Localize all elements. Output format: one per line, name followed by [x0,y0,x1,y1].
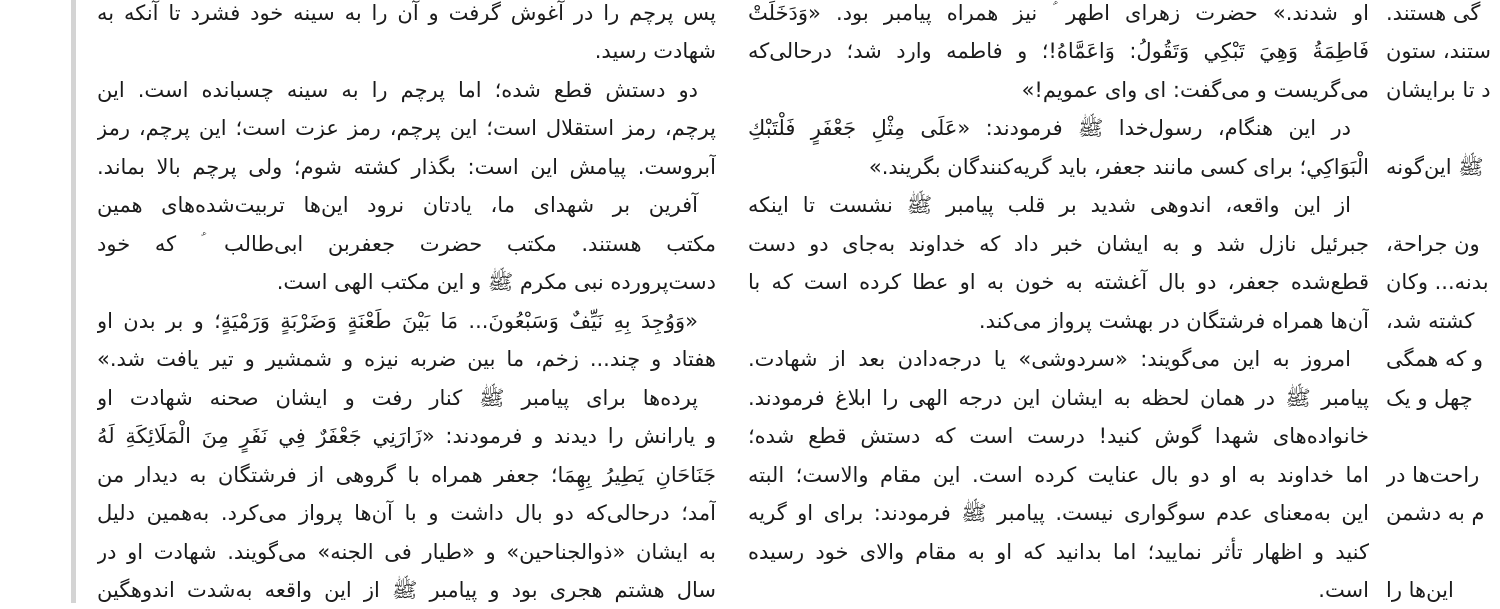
text-line: پس پرچم را در آغوش گرفت و آن را به سینه خود فشرد تا آنکه به [97,1,716,25]
text-line: پیامبر ﷺ در همان لحظه به ایشان این درجه الهی را ابلاغ فرمودند. [748,386,1369,410]
page-gutter-divider [71,0,76,603]
text-line: در این هنگام، رسول‌خدا ﷺ فرمودند: «عَلَى مِثْلِ جَعْفَرٍ فَلْتَبْكِ [748,116,1351,140]
text-line: م به دشمن [1386,501,1485,525]
text-line: می‌گریست و می‌گفت: ای وای عمویم!» [1021,78,1369,102]
text-line: او شدند.» حضرت زهرای اطهر ؑ نیز همراه پیامبر بود. «وَدَخَلَتْ [748,1,1369,25]
text-line: این به‌معنای عدم سوگواری نیست. پیامبر ﷺ فرمودند: برای او گریه [748,501,1369,525]
text-line: امروز به این می‌گویند: «سردوشی» یا درجه‌دادن بعد از شهادت. [748,347,1351,371]
text-line: جبرئیل نازل شد و به ایشان خبر داد که خداوند به‌جای دو دست [748,232,1369,256]
text-line: ون جراحة، [1386,232,1480,256]
text-line: پرده‌ها برای پیامبر ﷺ کنار رفت و ایشان صحنه شهادت او [97,386,698,410]
text-line: مکتب هستند. مکتب حضرت جعفربن ابی‌طالب ؑ که خود [97,232,716,256]
text-line: و که همگی [1386,347,1484,371]
text-line: پرچم، رمز استقلال است؛ این پرچم، رمز عزت است؛ این پرچم، رمز [97,116,716,140]
text-line: آبروست. پیامش این است: بگذار کشته شوم؛ ولی پرچم بالا بماند. [97,155,716,179]
text-line: شهادت رسید. [594,39,716,63]
text-line: کنید و اظهار تأثر نمایید؛ اما بدانید که او به مقام والای خود رسیده [748,540,1369,564]
text-line: خانواده‌های شهدا گوش کنید! درست است که دستش قطع شده؛ [748,424,1369,448]
text-line: از این واقعه، اندوهی شدید بر قلب پیامبر ﷺ نشست تا اینکه [748,193,1351,217]
text-line: راحت‌ها در [1386,463,1480,487]
text-line: آفرین بر شهدای ما، یادتان نرود این‌ها تربیت‌شده‌های همین [97,193,698,217]
text-line: قطع‌شده جعفر، دو بال آغشته به خون به او عطا کرده است که با [748,270,1369,294]
text-line: و یارانش را دیدند و فرمودند: «زَارَنِي جَعْفَرٌ فِي نَفَرٍ مِنَ الْمَلَائِكَةِ لَهُ [97,424,716,448]
text-line: آن‌ها همراه فرشتگان در بهشت پرواز می‌کند. [978,309,1369,333]
text-line: چهل و یک [1386,386,1473,410]
text-line: جَنَاحَانِ يَطِيرُ بِهِمَا؛ جعفر همراه با گروهی از فرشتگان به دیدار من [97,463,716,487]
text-line: این‌ها را [1386,578,1454,602]
text-line: دو دستش قطع شده؛ اما پرچم را به سینه چسبانده است. این [97,78,698,102]
text-line: د تا برایشان [1386,78,1491,102]
text-line: ﷺ این‌گونه [1386,155,1484,179]
text-line: الْبَوَاكِي؛ برای کسی مانند جعفر، باید گریه‌کنندگان بگریند.» [868,155,1369,179]
text-line: هفتاد و چند... زخم، ما بین ضربه نیزه و شمشیر و تیر یافت شد.» [97,347,716,371]
text-line: سال هشتم هجری بود و پیامبر ﷺ از این واقعه به‌شدت اندوهگین [97,578,716,602]
text-line: ستند، ستون [1386,39,1491,63]
text-line: به ایشان «ذوالجناحین» و «طیار فی الجنه» می‌گویند. شهادت او در [97,540,716,564]
text-line: «وَوُجِدَ بِهِ نَيِّفٌ وَسَبْعُونَ... مَا بَيْنَ طَعْنَةٍ وَضَرْبَةٍ وَرَمْيَةٍ؛ و بر بدن او [97,309,698,333]
text-line: دست‌پرورده نبی مکرم ﷺ و این مکتب الهی است. [276,270,716,294]
text-line: فَاطِمَةُ وَهِيَ تَبْكِي وَتَقُولُ: وَاعَمَّاهُ!؛ و فاطمه وارد شد؛ درحالی‌که [748,39,1369,63]
text-line: کشته شد، [1386,309,1475,333]
text-line: گی هستند. [1386,1,1481,25]
text-line: است. [1318,578,1369,602]
text-line: بدنه... وکان [1386,270,1489,294]
text-line: آمد؛ درحالی‌که دو بال داشت و با آن‌ها پرواز می‌کرد. به‌همین دلیل [97,501,716,525]
text-line: اما خداوند به او دو بال عنایت کرده است. این مقام والاست؛ البته [748,463,1369,487]
